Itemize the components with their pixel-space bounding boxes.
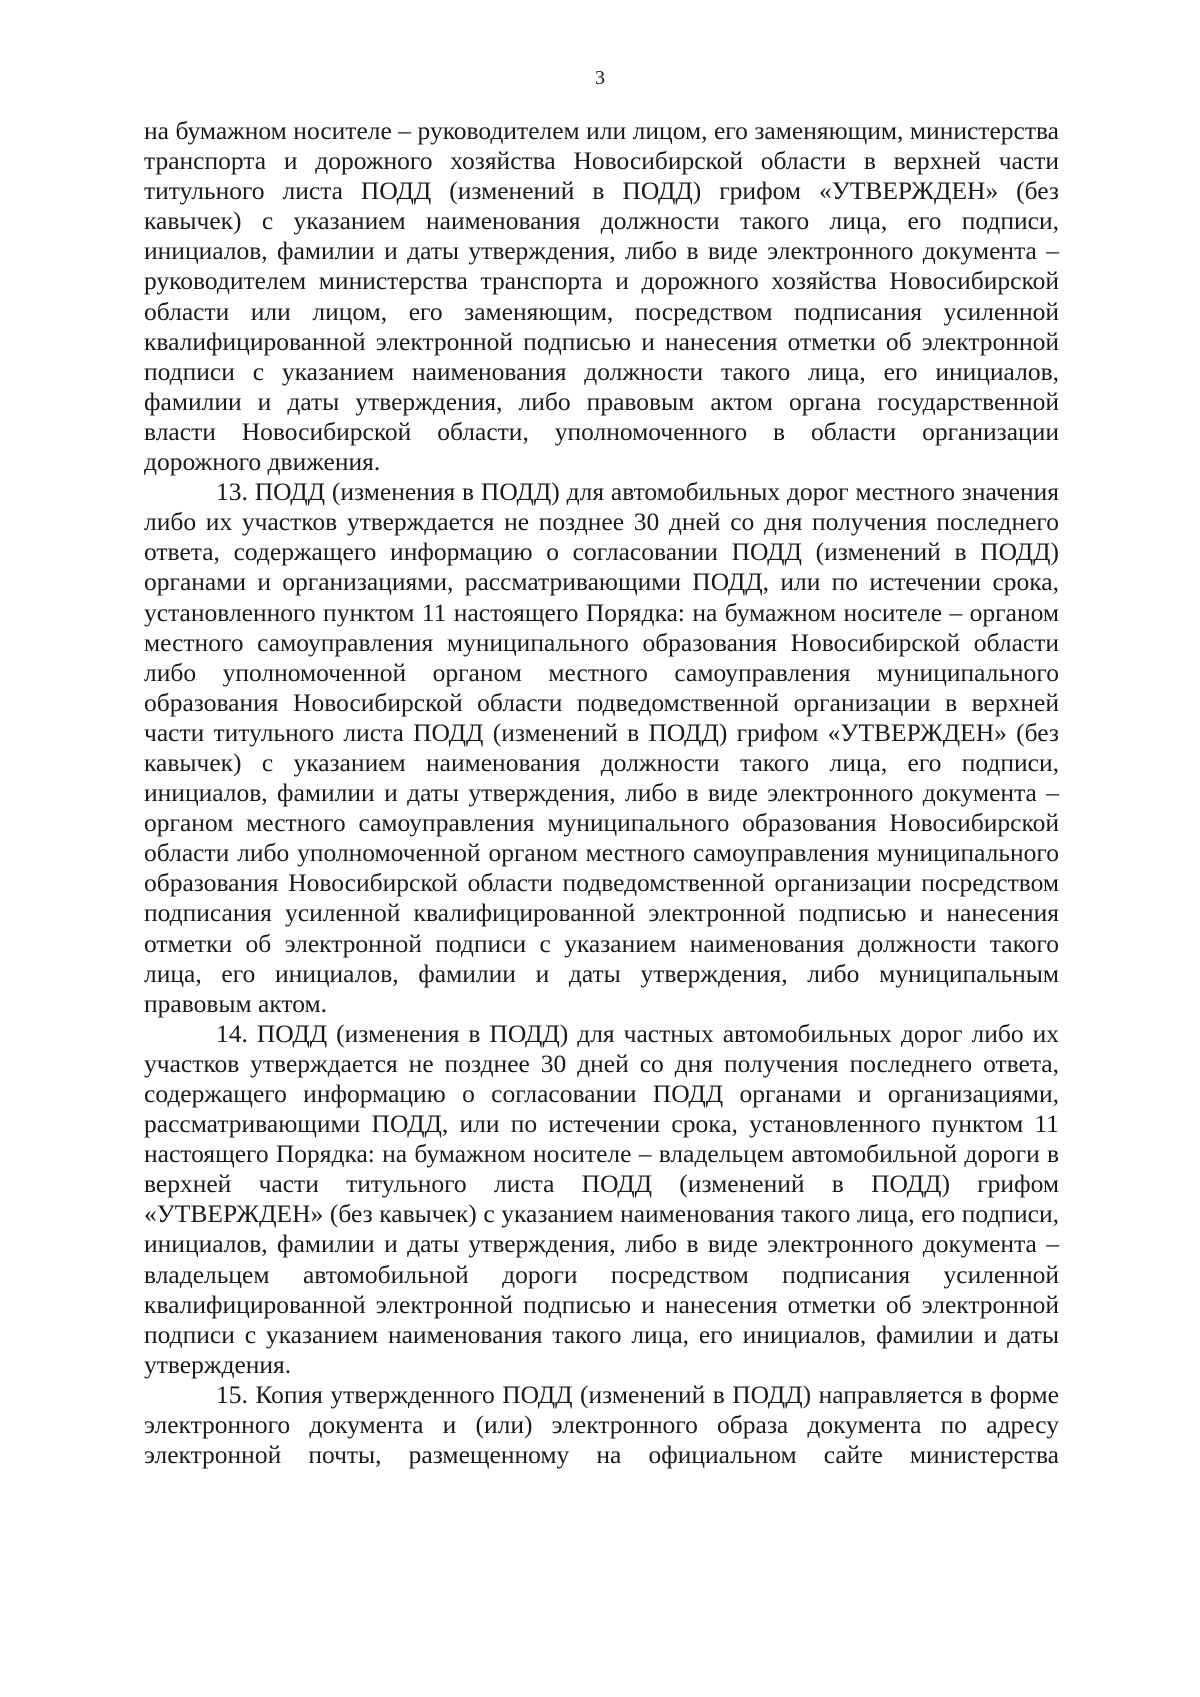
paragraph-item-15: 15. Копия утвержденного ПОДД (изменений в ПОДД) направляется в форме электронного документа и (или) электронного образа документа по адресу электронной почты, размещенному на официальном сайте министерства bbox=[144, 1379, 1059, 1470]
document-body bbox=[144, 116, 1059, 1470]
paragraph-item-14: 14. ПОДД (изменения в ПОДД) для частных автомобильных дорог либо их участков утверждается не позднее 30 дней со дня получения последнего ответа, содержащего информацию о согласовании ПОДД органами и организациями, рассматривающими ПОДД, или по истечении срока, установленного пунктом 11 настоящего Порядка: на бумажном носителе – владельцем автомобильной дороги в верхней части титульного листа ПОДД (изменений в ПОДД) грифом «УТВЕРЖДЕН» (без кавычек) с указанием наименования такого лица, его подписи, инициалов, фамилии и даты утверждения, либо в виде электронного документа – владельцем автомобильной дороги посредством подписания усиленной квалифицированной электронной подписью и нанесения отметки об электронной подписи с указанием наименования такого лица, его инициалов, фамилии и даты утверждения. bbox=[144, 1018, 1059, 1379]
paragraph-continuation: на бумажном носителе – руководителем или лицом, его заменяющим, министерства транспорта и дорожного хозяйства Новосибирской области в верхней части титульного листа ПОДД (изменений в ПОДД) грифом «УТВЕРЖДЕН» (без кавычек) с указанием наименования должности такого лица, его подписи, инициалов, фамилии и даты утверждения, либо в виде электронного документа – руководителем министерства транспорта и дорожного хозяйства Новосибирской области или лицом, его заменяющим, посредством подписания усиленной квалифицированной электронной подписью и нанесения отметки об электронной подписи с указанием наименования должности такого лица, его инициалов, фамилии и даты утверждения, либо правовым актом органа государственной власти Новосибирской области, уполномоченного в области организации дорожного движения. bbox=[144, 116, 1059, 477]
page-number: 3 bbox=[595, 67, 605, 89]
paragraph-item-13: 13. ПОДД (изменения в ПОДД) для автомобильных дорог местного значения либо их участков утверждается не позднее 30 дней со дня получения последнего ответа, содержащего информацию о согласовании ПОДД (изменений в ПОДД) органами и организациями, рассматривающими ПОДД, или по истечении срока, установленного пунктом 11 настоящего Порядка: на бумажном носителе – органом местного самоуправления муниципального образования Новосибирской области либо уполномоченной органом местного самоуправления муниципального образования Новосибирской области подведомственной организации в верхней части титульного листа ПОДД (изменений в ПОДД) грифом «УТВЕРЖДЕН» (без кавычек) с указанием наименования должности такого лица, его подписи, инициалов, фамилии и даты утверждения, либо в виде электронного документа – органом местного самоуправления муниципального образования Новосибирской области либо уполномоченной органом местного самоуправления муниципального образования Новосибирской области подведомственной организации посредством подписания усиленной квалифицированной электронной подписью и нанесения отметки об электронной подписи с указанием наименования должности такого лица, его инициалов, фамилии и даты утверждения, либо муниципальным правовым актом. bbox=[144, 477, 1059, 1018]
